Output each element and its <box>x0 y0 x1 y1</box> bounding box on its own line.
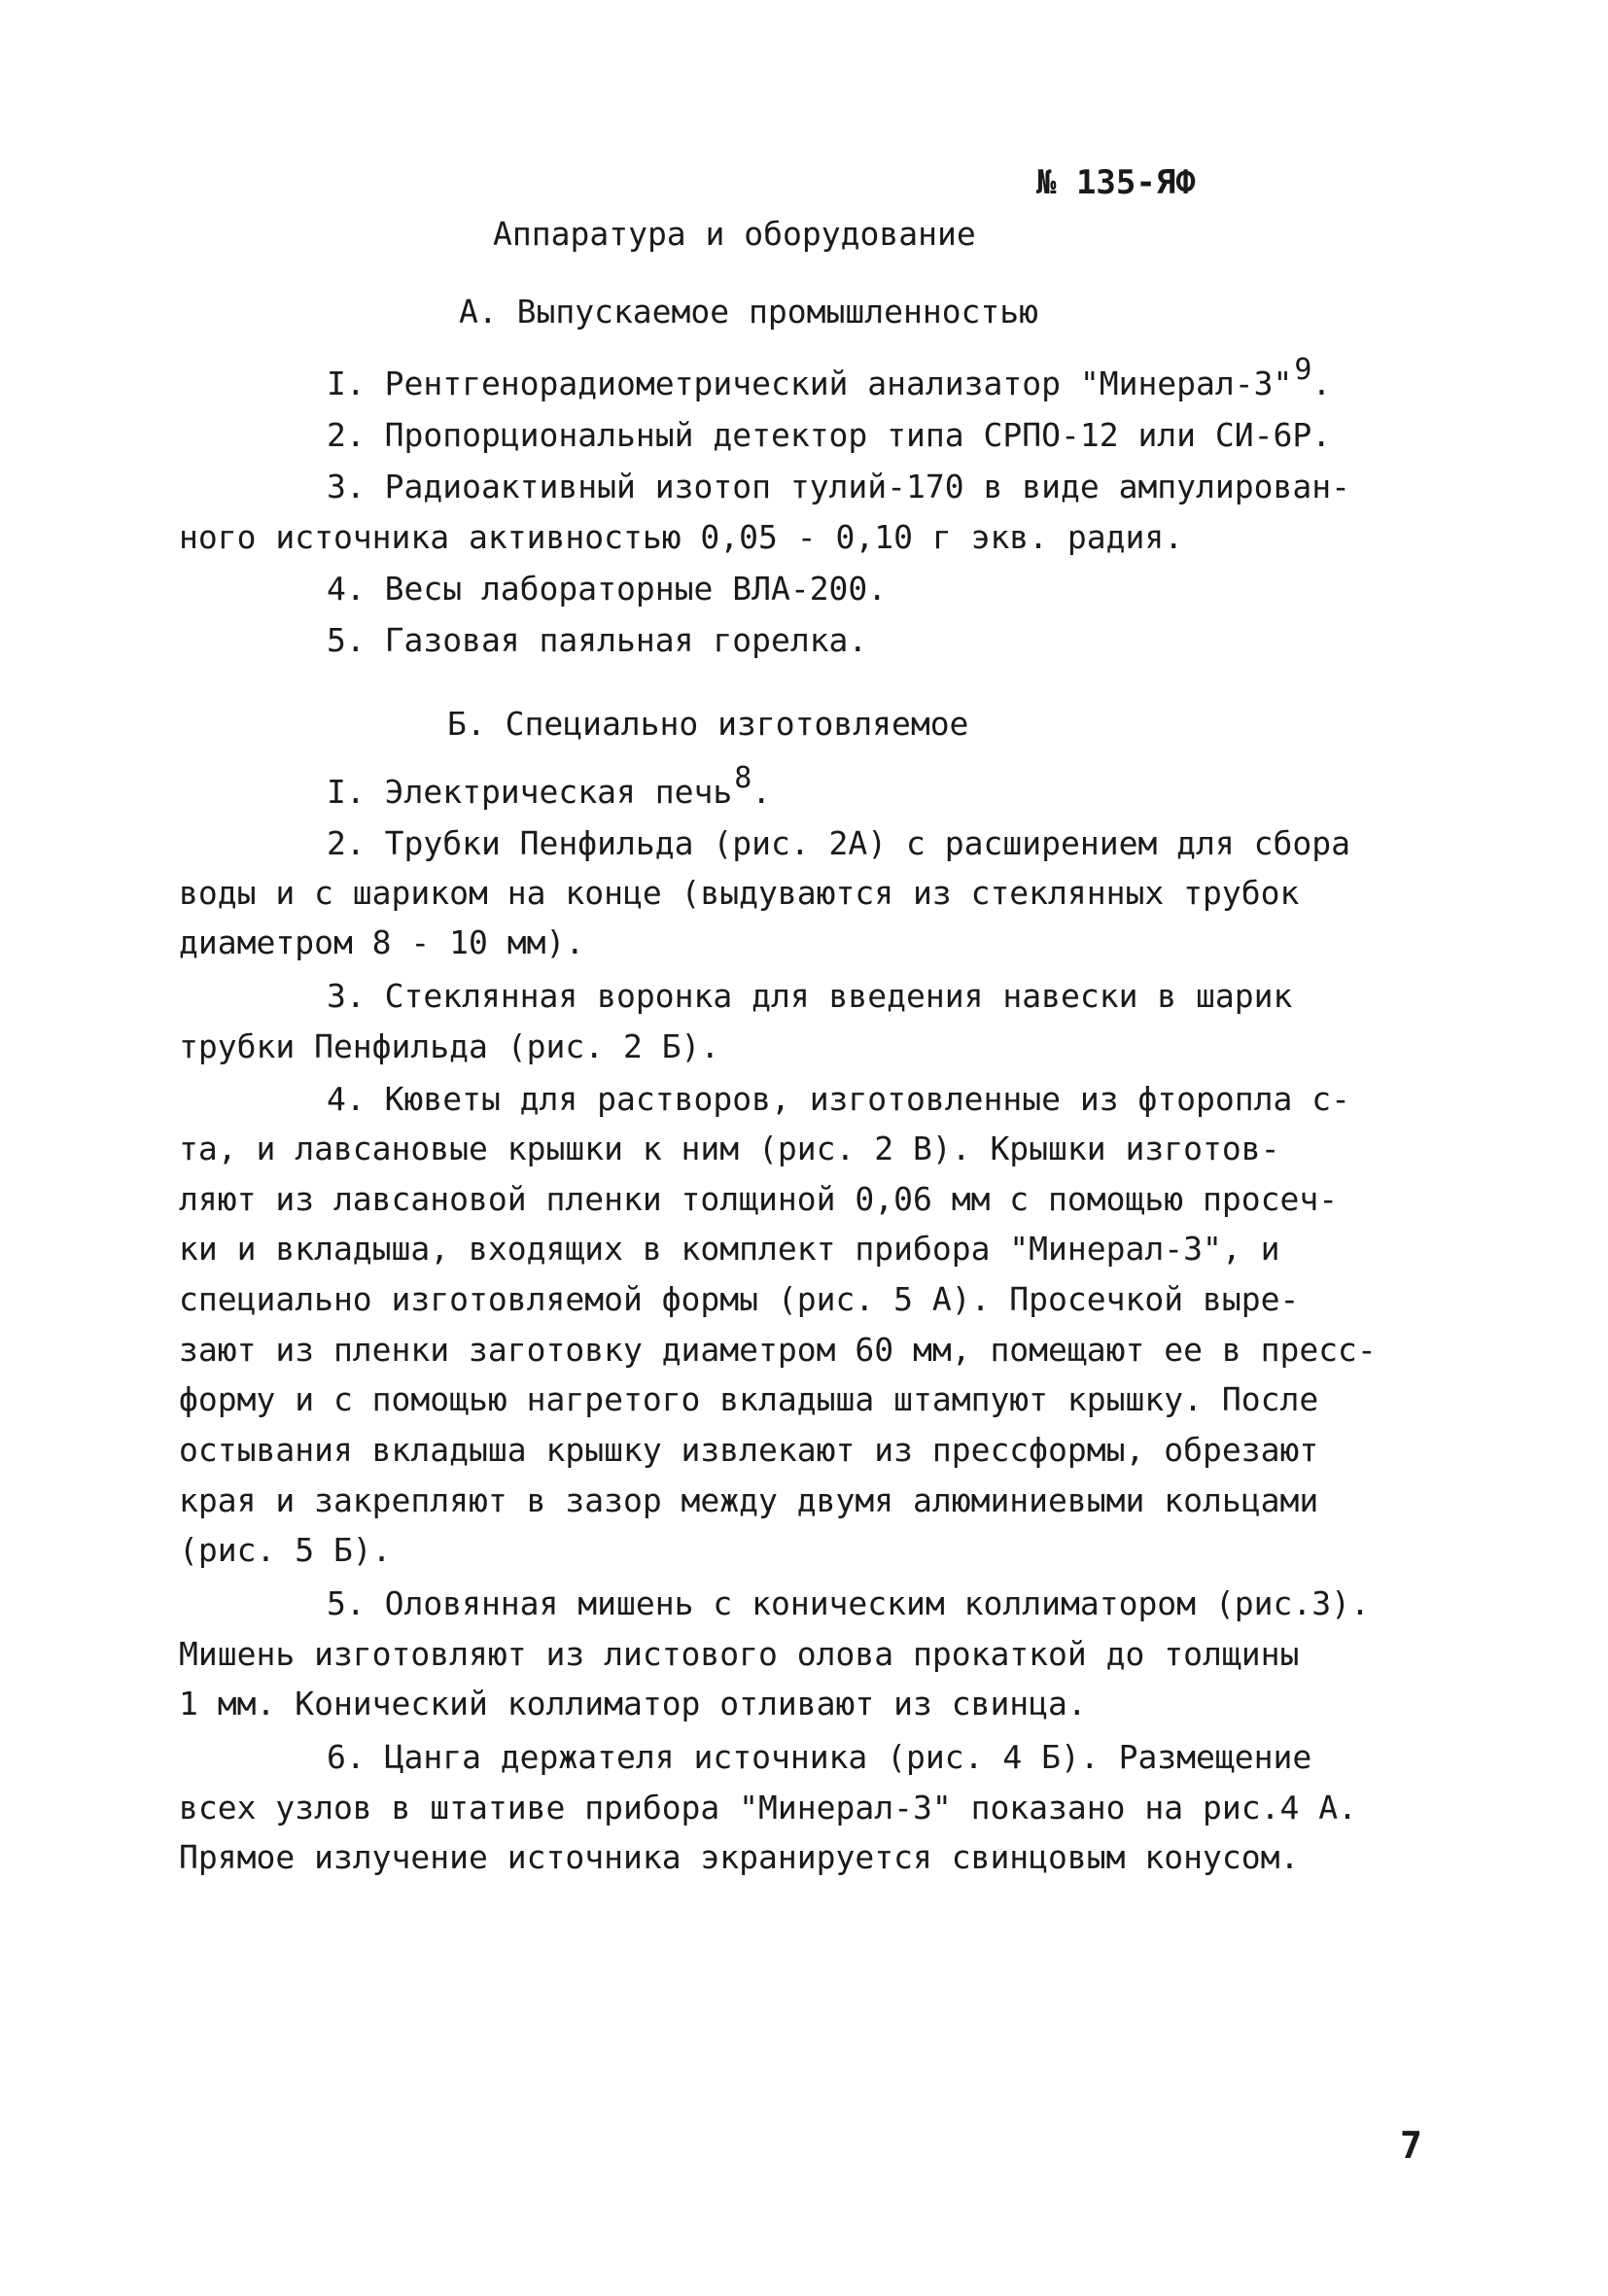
section-b-item-2-line-1: 2. Трубки Пенфильда (рис. 2А) с расширением для сбора <box>327 824 1350 862</box>
page-title: Аппаратура и оборудование <box>493 215 976 253</box>
section-b-item-4-line-4: ки и вкладыша, входящих в комплект прибора "Минерал-3", и <box>179 1230 1280 1268</box>
section-b-item-1 <box>327 761 772 814</box>
section-b-item-5-line-2: Мишень изготовляют из листового олова прокаткой до толщины <box>179 1635 1300 1673</box>
section-b-item-6-line-2: всех узлов в штативе прибора "Минерал-3" показано на рис.4 А. <box>179 1789 1357 1826</box>
section-a-item-1-end: . <box>1311 365 1332 402</box>
section-a-item-5: 5. Газовая паяльная горелка. <box>327 621 868 659</box>
section-a-heading: А. Выпускаемое промышленностью <box>459 293 1039 330</box>
page-number: 7 <box>1400 2124 1422 2167</box>
section-b-item-3-line-1: 3. Стеклянная воронка для введения навески в шарик <box>327 977 1293 1015</box>
section-b-item-4-line-10: (рис. 5 Б). <box>179 1531 392 1569</box>
section-b-item-6-line-3: Прямое излучение источника экранируется свинцовым конусом. <box>179 1838 1300 1876</box>
section-a-item-4: 4. Весы лабораторные ВЛА-200. <box>327 570 888 608</box>
section-b-item-1-text: I. Электрическая печь <box>327 773 733 811</box>
section-b-item-4-line-6: зают из пленки заготовку диаметром 60 мм, помещают ее в пресс- <box>179 1331 1377 1369</box>
section-b-item-2-line-2: воды и с шариком на конце (выдуваются из стеклянных трубок <box>179 874 1300 912</box>
section-b-item-4-line-7: форму и с помощью нагретого вкладыша штампуют крышку. После <box>179 1380 1319 1418</box>
section-b-item-5-line-3: 1 мм. Конический коллиматор отливают из свинца. <box>179 1685 1087 1722</box>
section-b-item-3-line-2: трубки Пенфильда (рис. 2 Б). <box>179 1027 720 1065</box>
section-a-item-1 <box>327 353 1332 405</box>
footnote-mark: 8 <box>734 761 752 795</box>
section-b-item-4-line-1: 4. Кюветы для растворов, изготовленные из фторопла с- <box>327 1080 1350 1118</box>
section-b-item-6-line-1: 6. Цанга держателя источника (рис. 4 Б). Размещение <box>327 1738 1312 1776</box>
section-a-item-2: 2. Пропорциональный детектор типа СРПО-12 или СИ-6Р. <box>327 416 1332 454</box>
section-a-item-3-line-2: ного источника активностью 0,05 - 0,10 г экв. радия. <box>179 518 1184 556</box>
section-b-item-5-line-1: 5. Оловянная мишень с коническим коллиматором (рис.3). <box>327 1584 1370 1622</box>
document-number: № 135-ЯФ <box>1036 163 1196 202</box>
section-b-item-4-line-2: та, и лавсановые крышки к ним (рис. 2 В). Крышки изготов- <box>179 1130 1280 1167</box>
section-b-item-1-end: . <box>752 773 772 811</box>
section-b-item-4-line-3: ляют из лавсановой пленки толщиной 0,06 мм с помощью просеч- <box>179 1180 1339 1218</box>
section-a-item-1-text: I. Рентгенорадиометрический анализатор "Минерал-3" <box>327 365 1293 402</box>
section-b-item-2-line-3: диаметром 8 - 10 мм). <box>179 923 585 961</box>
section-b-item-4-line-8: остывания вкладыша крышку извлекают из прессформы, обрезают <box>179 1431 1319 1469</box>
section-b-item-4-line-9: края и закрепляют в зазор между двумя алюминиевыми кольцами <box>179 1481 1319 1519</box>
section-b-item-4-line-5: специально изготовляемой формы (рис. 5 А). Просечкой выре- <box>179 1280 1300 1318</box>
section-b-heading: Б. Специально изготовляемое <box>447 705 969 743</box>
footnote-mark: 9 <box>1294 353 1312 387</box>
section-a-item-3-line-1: 3. Радиоактивный изотоп тулий-170 в виде ампулирован- <box>327 468 1350 505</box>
